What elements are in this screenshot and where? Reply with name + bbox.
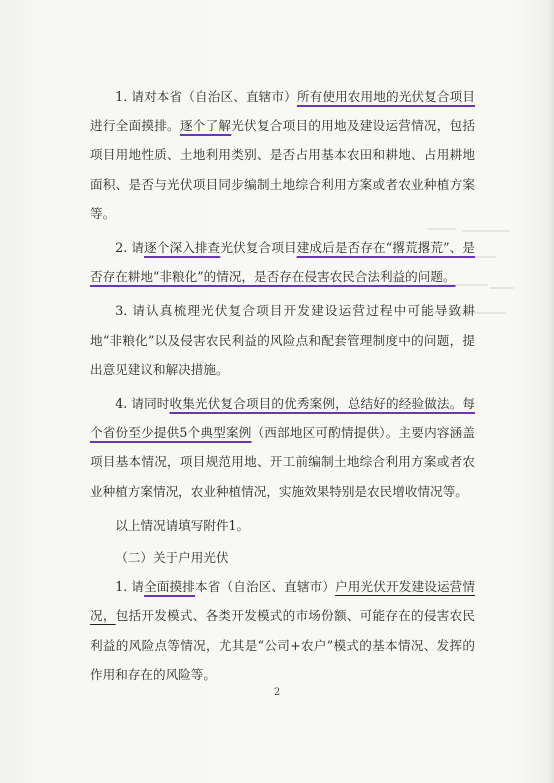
paragraph-1-text: 1. 请对本省（自治区、直辖市） <box>115 89 297 104</box>
paragraph-1-highlight-review: 逐个了解 <box>179 118 232 134</box>
paragraph-1-text-2: 进行全面摸排。 <box>90 118 180 134</box>
paragraph-3 <box>90 296 475 384</box>
paragraph-5-text: 以上情况请填写附件1。 <box>115 517 250 533</box>
paragraph-3-text: 3. 请认真梳理光伏复合项目开发建设运营过程中可能导致耕地“非粮化”以及侵害农民利益的风险点和配套管理制度中的问题，提出意见建议和解决措施。 <box>90 303 475 377</box>
scan-shadow <box>548 0 554 783</box>
paragraph-6-highlight-survey: 全面摸排 <box>144 579 196 595</box>
paragraph-1-text-3: 光伏复合项目的用地及建设运营情况，包括项目用地性质、土地利用类别、是否占用基本农田和耕地、占用耕地面积、是否与光伏项目同步编制土地综合利用方案或者农业种植方案等。 <box>90 118 476 221</box>
page-number: 2 <box>273 687 281 698</box>
paragraph-4-text-2: （西部地区可酌情提供）。主要内容涵盖项目基本情况，项目规范用地、开工前编制土地综合利用方案或者农业种植方案情况，农业种植情况，实施效果特别是农民增收情况等。 <box>90 425 476 499</box>
paragraph-5 <box>90 511 475 540</box>
paragraph-6-text: 1. 请 <box>115 579 145 595</box>
section-heading <box>90 543 475 572</box>
paragraph-2-text: 2. 请 <box>115 240 145 256</box>
paragraph-1-highlight-scope: 所有使用农用地的光伏复合项目 <box>296 89 475 104</box>
document-body <box>90 82 475 689</box>
paragraph-6-text-3: 包括开发模式、各类开发模式的市场份额、可能存在的侵害农民利益的风险点等情况，尤其是“公司+农户”模式的基本情况、发挥的作用和存在的风险等。 <box>90 608 476 682</box>
paragraph-4-text: 4. 请同时 <box>115 396 170 412</box>
paragraph-6 <box>90 572 475 689</box>
paragraph-2-text-2: 光伏复合项目 <box>220 240 297 256</box>
paragraph-2-highlight-risks: 建成后是否存在“撂荒撂荒”、是否存在耕地“非粮化”的情况，是否存在侵害农民合法利益的问题。 <box>90 240 475 285</box>
paragraph-1 <box>90 82 475 228</box>
paragraph-2-highlight-check: 逐个深入排查 <box>144 240 221 256</box>
section-heading-text: （二）关于户用光伏 <box>115 550 229 566</box>
paragraph-4 <box>90 389 475 506</box>
paragraph-4-highlight-cases: 收集光伏复合项目的优秀案例，总结好的经验做法。每个省份至少提供5个典型案例 <box>90 396 475 441</box>
paragraph-2 <box>90 233 475 291</box>
paragraph-6-underline-operation: 户用光伏开发建设运营情况， <box>90 579 475 624</box>
paragraph-6-text-2: 本省（自治区、直辖市） <box>195 579 336 595</box>
